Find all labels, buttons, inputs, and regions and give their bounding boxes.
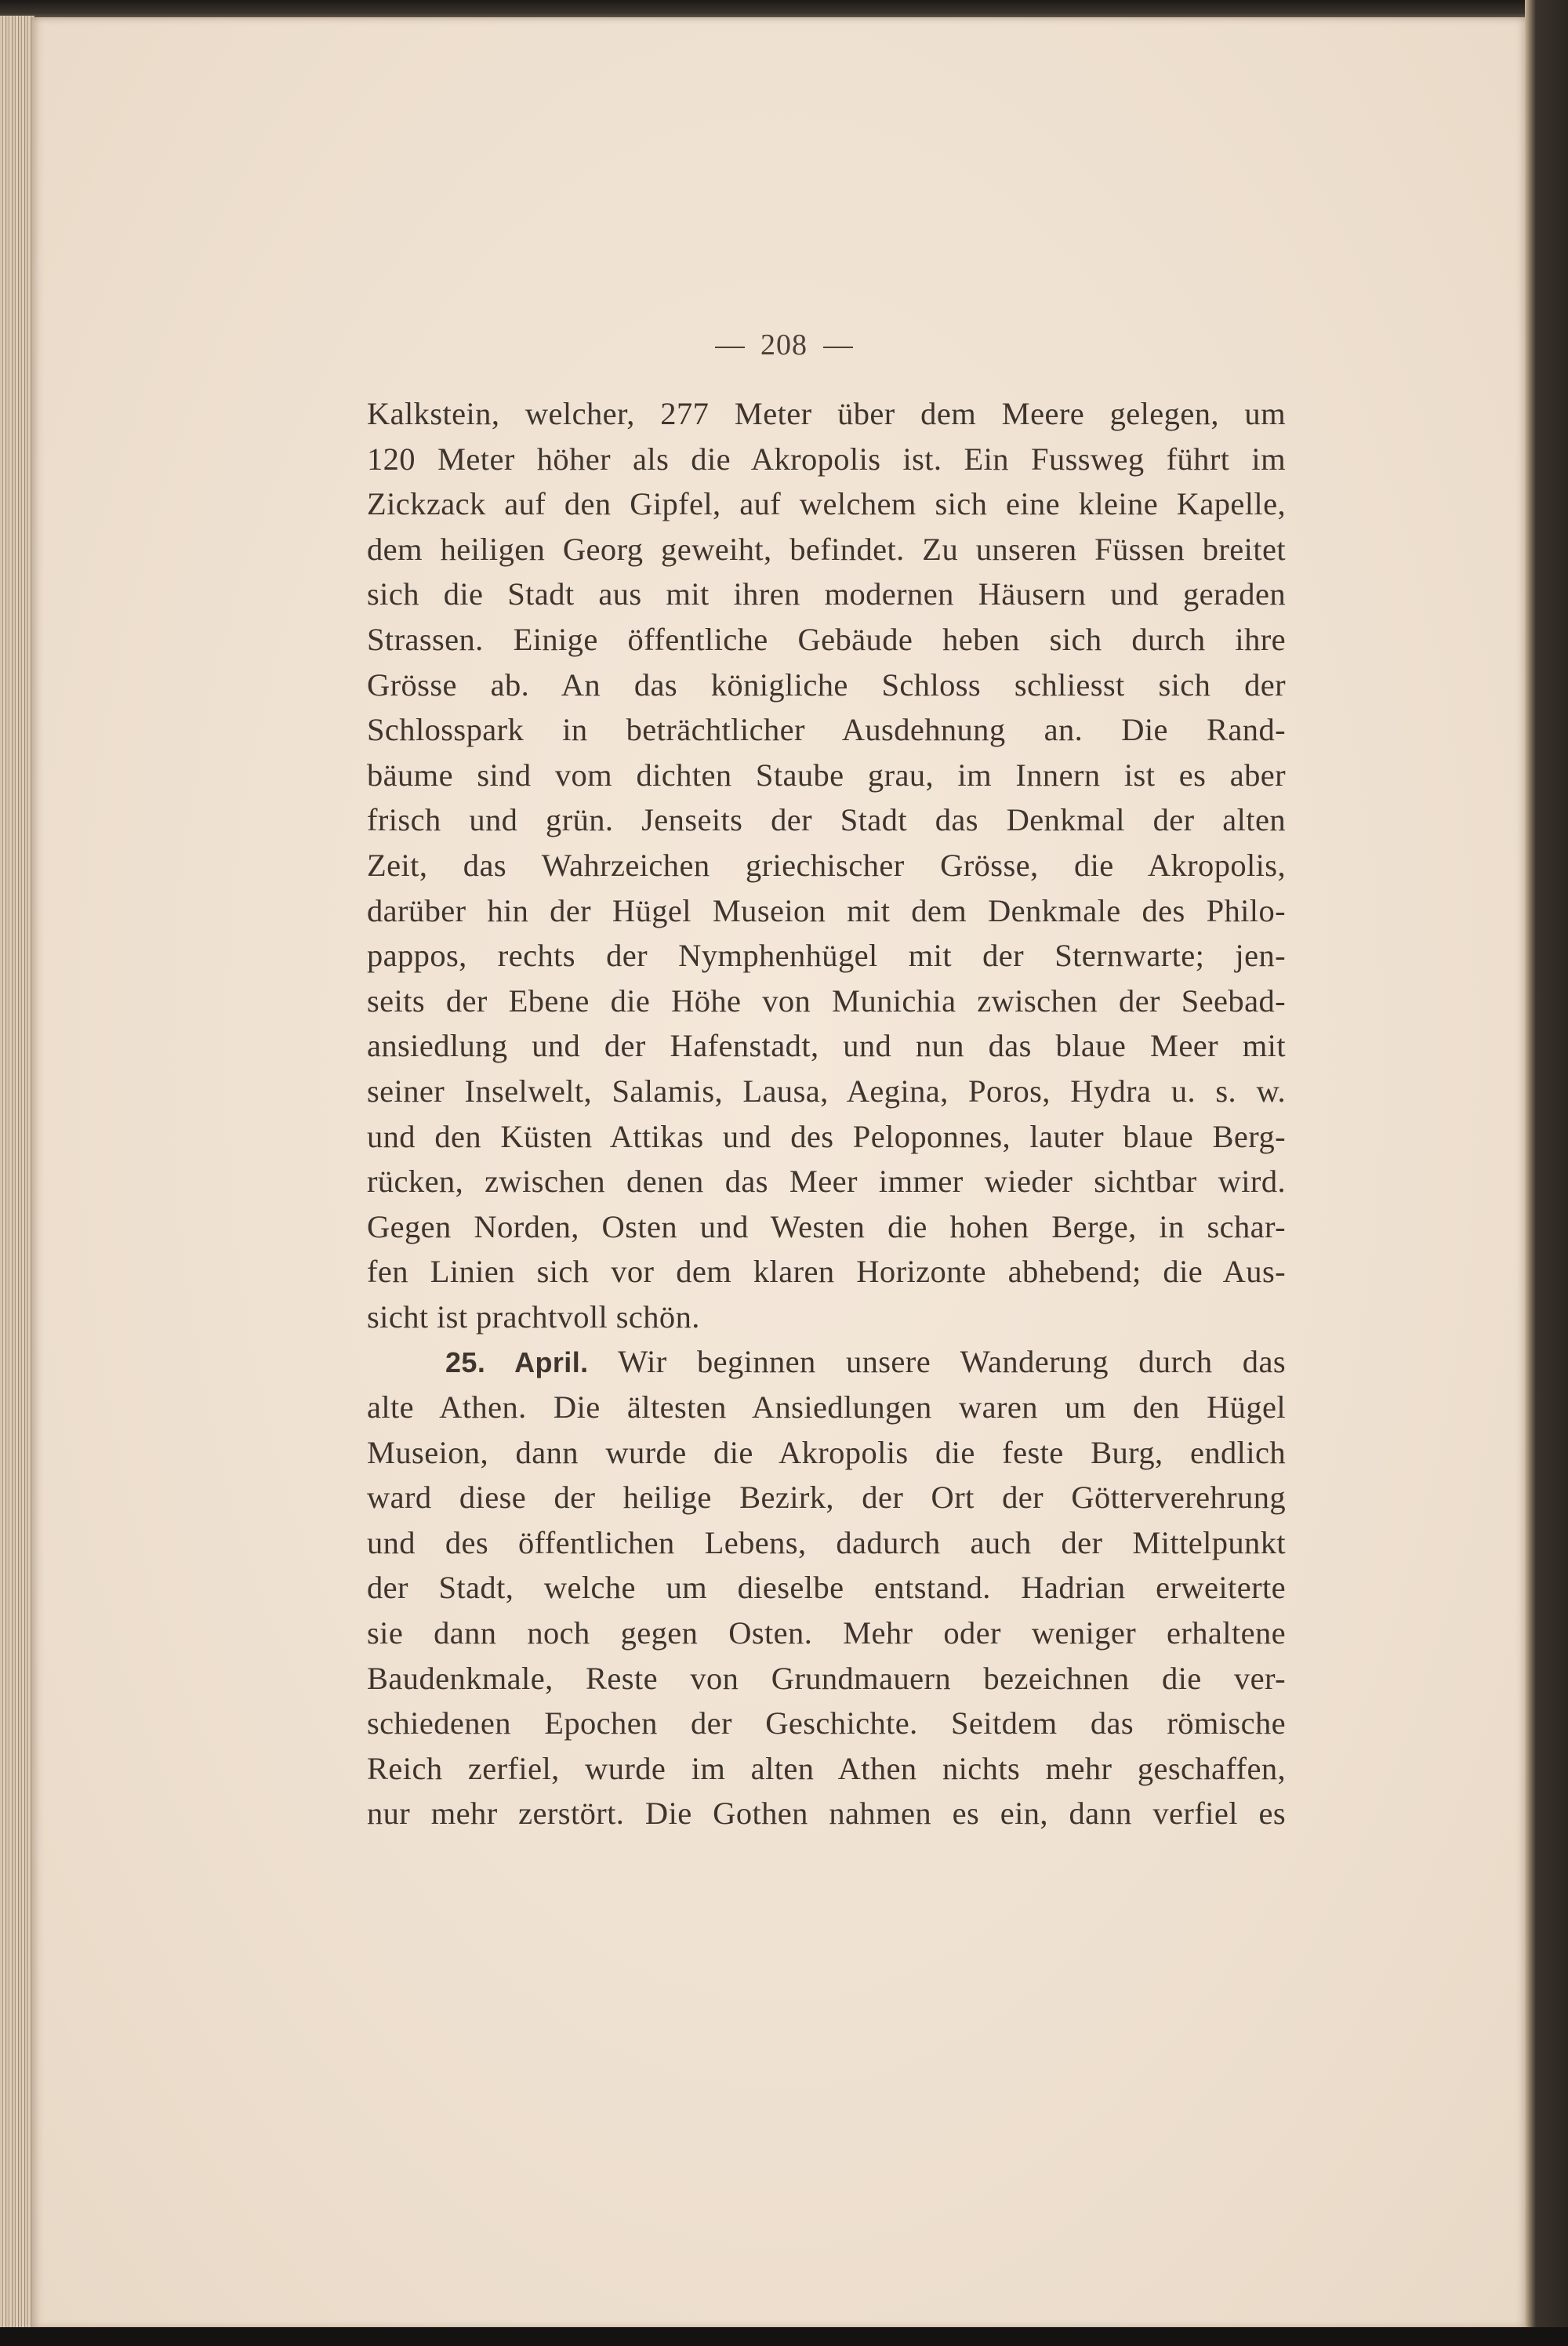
text-line: nur mehr zerstört. Die Gothen nahmen es ein, dann verfiel es bbox=[367, 1796, 1286, 1832]
text-line: ansiedlung und der Hafenstadt, und nun das blaue Meer mit bbox=[367, 1028, 1286, 1064]
text-line: dem heiligen Georg geweiht, befindet. Zu unseren Füssen breitet bbox=[367, 531, 1286, 567]
text-line: sie dann noch gegen Osten. Mehr oder weniger erhaltene bbox=[367, 1615, 1286, 1651]
text-line: Zickzack auf den Gipfel, auf welchem sich eine kleine Kapelle, bbox=[367, 486, 1286, 522]
text-line: fen Linien sich vor dem klaren Horizonte abhebend; die Aus- bbox=[367, 1254, 1286, 1290]
page-number-dash-left bbox=[715, 347, 745, 348]
text-line: sicht ist prachtvoll schön. bbox=[367, 1298, 700, 1335]
text-line: seiner Inselwelt, Salamis, Lausa, Aegina, Poros, Hydra u. s. w. bbox=[367, 1073, 1286, 1109]
text-line: und den Küsten Attikas und des Peloponnes, lauter blaue Berg- bbox=[367, 1118, 1286, 1154]
page-stack-edges bbox=[0, 16, 34, 2329]
book-cover-bottom-edge bbox=[0, 2327, 1568, 2346]
text-line: Zeit, das Wahrzeichen griechischer Grösse, die Akropolis, bbox=[367, 847, 1286, 883]
text-line: frisch und grün. Jenseits der Stadt das Denkmal der alten bbox=[367, 802, 1286, 838]
book-cover-top-edge bbox=[0, 0, 1568, 19]
text-line: Museion, dann wurde die Akropolis die feste Burg, endlich bbox=[367, 1434, 1286, 1470]
text-line: seits der Ebene die Höhe von Munichia zwischen der Seebad- bbox=[367, 982, 1286, 1019]
text-line: sich die Stadt aus mit ihren modernen Häusern und geraden bbox=[367, 576, 1286, 612]
text-line-with-date bbox=[367, 1339, 1286, 1385]
text-line: Reich zerfiel, wurde im alten Athen nichts mehr geschaffen, bbox=[367, 1750, 1286, 1786]
text-line: schiedenen Epochen der Geschichte. Seitdem das römische bbox=[367, 1705, 1286, 1741]
text-line: ward diese der heilige Bezirk, der Ort der Götterverehrung bbox=[367, 1480, 1286, 1516]
text-line: rücken, zwischen denen das Meer immer wieder sichtbar wird. bbox=[367, 1164, 1286, 1200]
page-number-value: 208 bbox=[760, 329, 808, 361]
body-text bbox=[367, 391, 1286, 1836]
date-label: 25. April. bbox=[445, 1346, 589, 1379]
text-line: und des öffentlichen Lebens, dadurch auch der Mittelpunkt bbox=[367, 1524, 1286, 1560]
text-line: der Stadt, welche um dieselbe entstand. Hadrian erweiterte bbox=[367, 1570, 1286, 1606]
paragraph-1 bbox=[367, 391, 1286, 1339]
text-line: Grösse ab. An das königliche Schloss schliesst sich der bbox=[367, 666, 1286, 703]
text-line: Kalkstein, welcher, 277 Meter über dem Meere gelegen, um bbox=[367, 396, 1286, 431]
text-line: Gegen Norden, Osten und Westen die hohen Berge, in schar- bbox=[367, 1208, 1286, 1244]
page-number bbox=[0, 328, 1568, 362]
text-line-start: Wir beginnen unsere Wanderung durch das bbox=[618, 1344, 1286, 1380]
text-line: bäume sind vom dichten Staube grau, im Innern ist es aber bbox=[367, 757, 1286, 793]
text-line: alte Athen. Die ältesten Ansiedlungen waren um den Hügel bbox=[367, 1389, 1286, 1425]
text-line: Strassen. Einige öffentliche Gebäude heben sich durch ihre bbox=[367, 621, 1286, 657]
text-line: 120 Meter höher als die Akropolis ist. Ein Fussweg führt im bbox=[367, 441, 1286, 477]
text-line: Schlosspark in beträchtlicher Ausdehnung an. Die Rand- bbox=[367, 712, 1286, 748]
text-line: pappos, rechts der Nymphenhügel mit der Sternwarte; jen- bbox=[367, 938, 1286, 974]
text-line: darüber hin der Hügel Museion mit dem Denkmale des Philo- bbox=[367, 892, 1286, 928]
text-line: Baudenkmale, Reste von Grundmauern bezeichnen die ver- bbox=[367, 1660, 1286, 1696]
paragraph-2 bbox=[367, 1339, 1286, 1836]
page-number-dash-right bbox=[823, 347, 853, 348]
